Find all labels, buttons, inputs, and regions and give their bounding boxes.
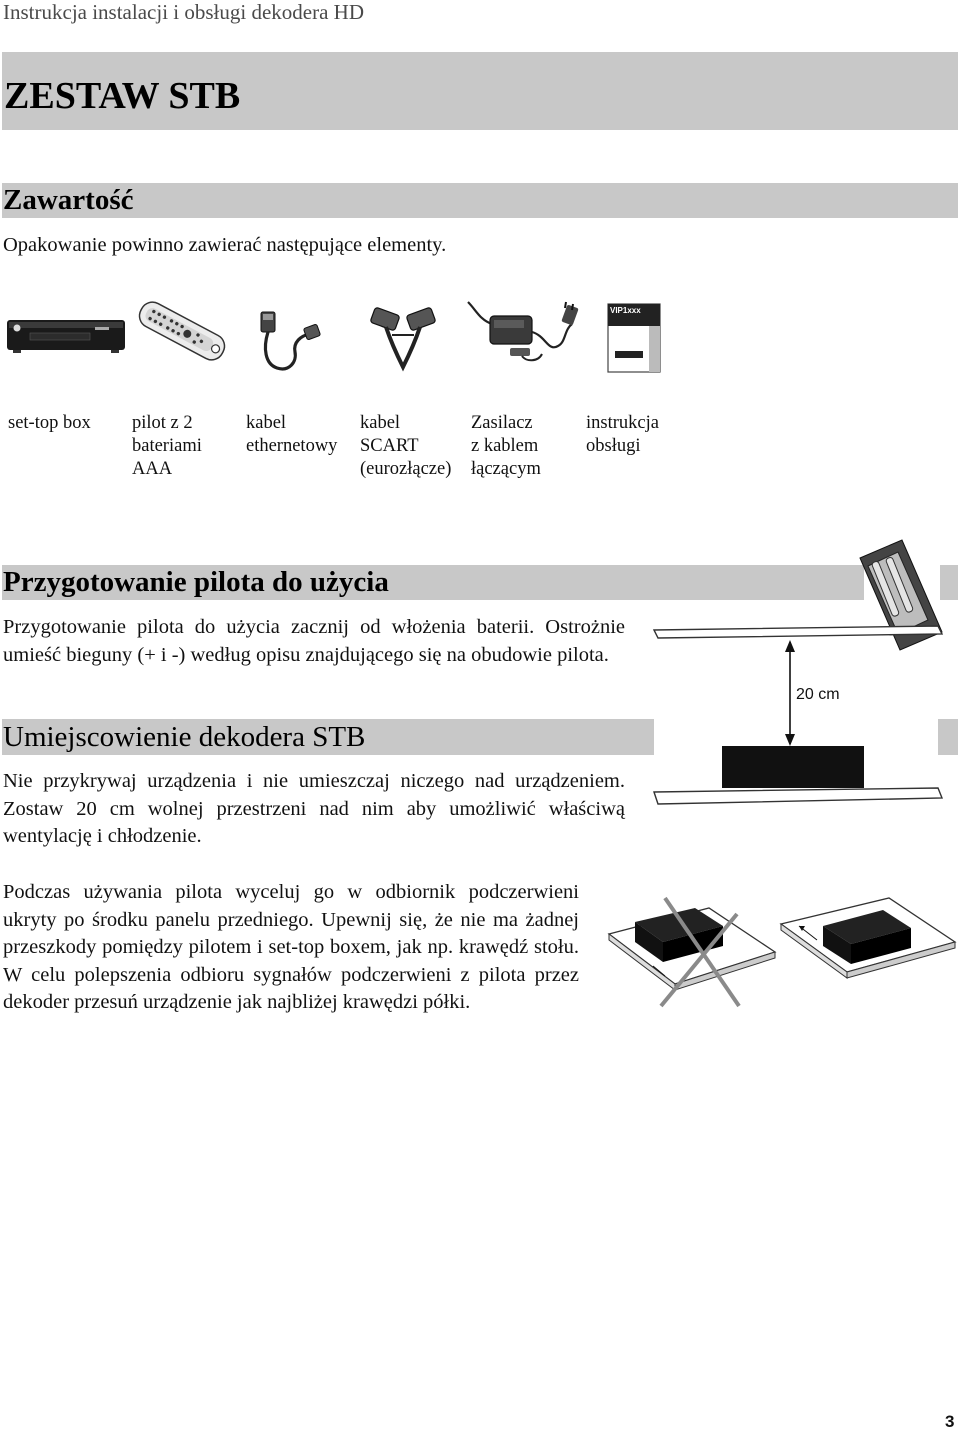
item-label-ethernet-cable: kabel ethernetowy xyxy=(246,413,338,456)
ir-usage-text: Podczas używania pilota wyceluj go w odbiornik podczerwieni ukryty po środku panelu przedniego. Upewnij się, że nie ma żadnej przeszkody pomiędzy pilotem i set-top boxem, jak np. krawędź stołu. W celu polepszenia odbioru sygnałów podczerwieni z pilota przez dekoder przesuń urządzenie jak najbliżej krawędzi półki. xyxy=(3,881,579,1013)
clearance-label: 20 cm xyxy=(796,686,840,703)
page-title: ZESTAW STB xyxy=(4,75,241,117)
scart-cable-icon xyxy=(370,305,436,373)
item-label-set-top-box: set-top box xyxy=(8,413,91,433)
item-label-remote: pilot z 2 bateriami AAA xyxy=(132,413,202,479)
item-label-power-adapter: Zasilacz z kablem łączącym xyxy=(471,413,541,479)
placement-text: Nie przykrywaj urządzenia i nie umieszczaj niczego nad urządzeniem. Zostaw 20 cm wolnej przestrzeni nad nim aby umożliwić właściwą wentylację i chłodzenie. xyxy=(3,770,625,847)
remote-prep-text: Przygotowanie pilota do użycia zacznij od włożenia baterii. Ostrożnie umieść bieguny (+ i -) według opisu znajdującego się na obudowie pilota. xyxy=(3,616,625,666)
wrong-placement-icon xyxy=(609,898,775,1006)
contents-intro: Opakowanie powinno zawierać następujące elementy. xyxy=(3,234,447,256)
item-label-manual: instrukcja obsługi xyxy=(586,413,659,456)
set-top-box-icon xyxy=(5,316,127,354)
placement-heading: Umiejscowienie dekodera STB xyxy=(3,721,366,753)
manual-cover-text: VIP1xxx xyxy=(610,306,641,315)
ethernet-cable-icon xyxy=(255,308,321,376)
item-label-scart-cable: kabel SCART (eurozłącze) xyxy=(360,413,452,479)
remote-control-icon xyxy=(130,290,234,372)
contents-band xyxy=(2,183,958,218)
correct-placement-icon xyxy=(781,898,955,978)
running-header: Instrukcja instalacji i obsługi dekodera HD xyxy=(3,0,364,24)
contents-heading: Zawartość xyxy=(3,184,134,216)
page-number: 3 xyxy=(945,1412,955,1431)
remote-prep-heading: Przygotowanie pilota do użycia xyxy=(3,566,389,598)
clearance-illustration xyxy=(652,536,944,808)
power-adapter-icon xyxy=(462,296,582,364)
shelf-placement-illustration xyxy=(605,892,957,1010)
